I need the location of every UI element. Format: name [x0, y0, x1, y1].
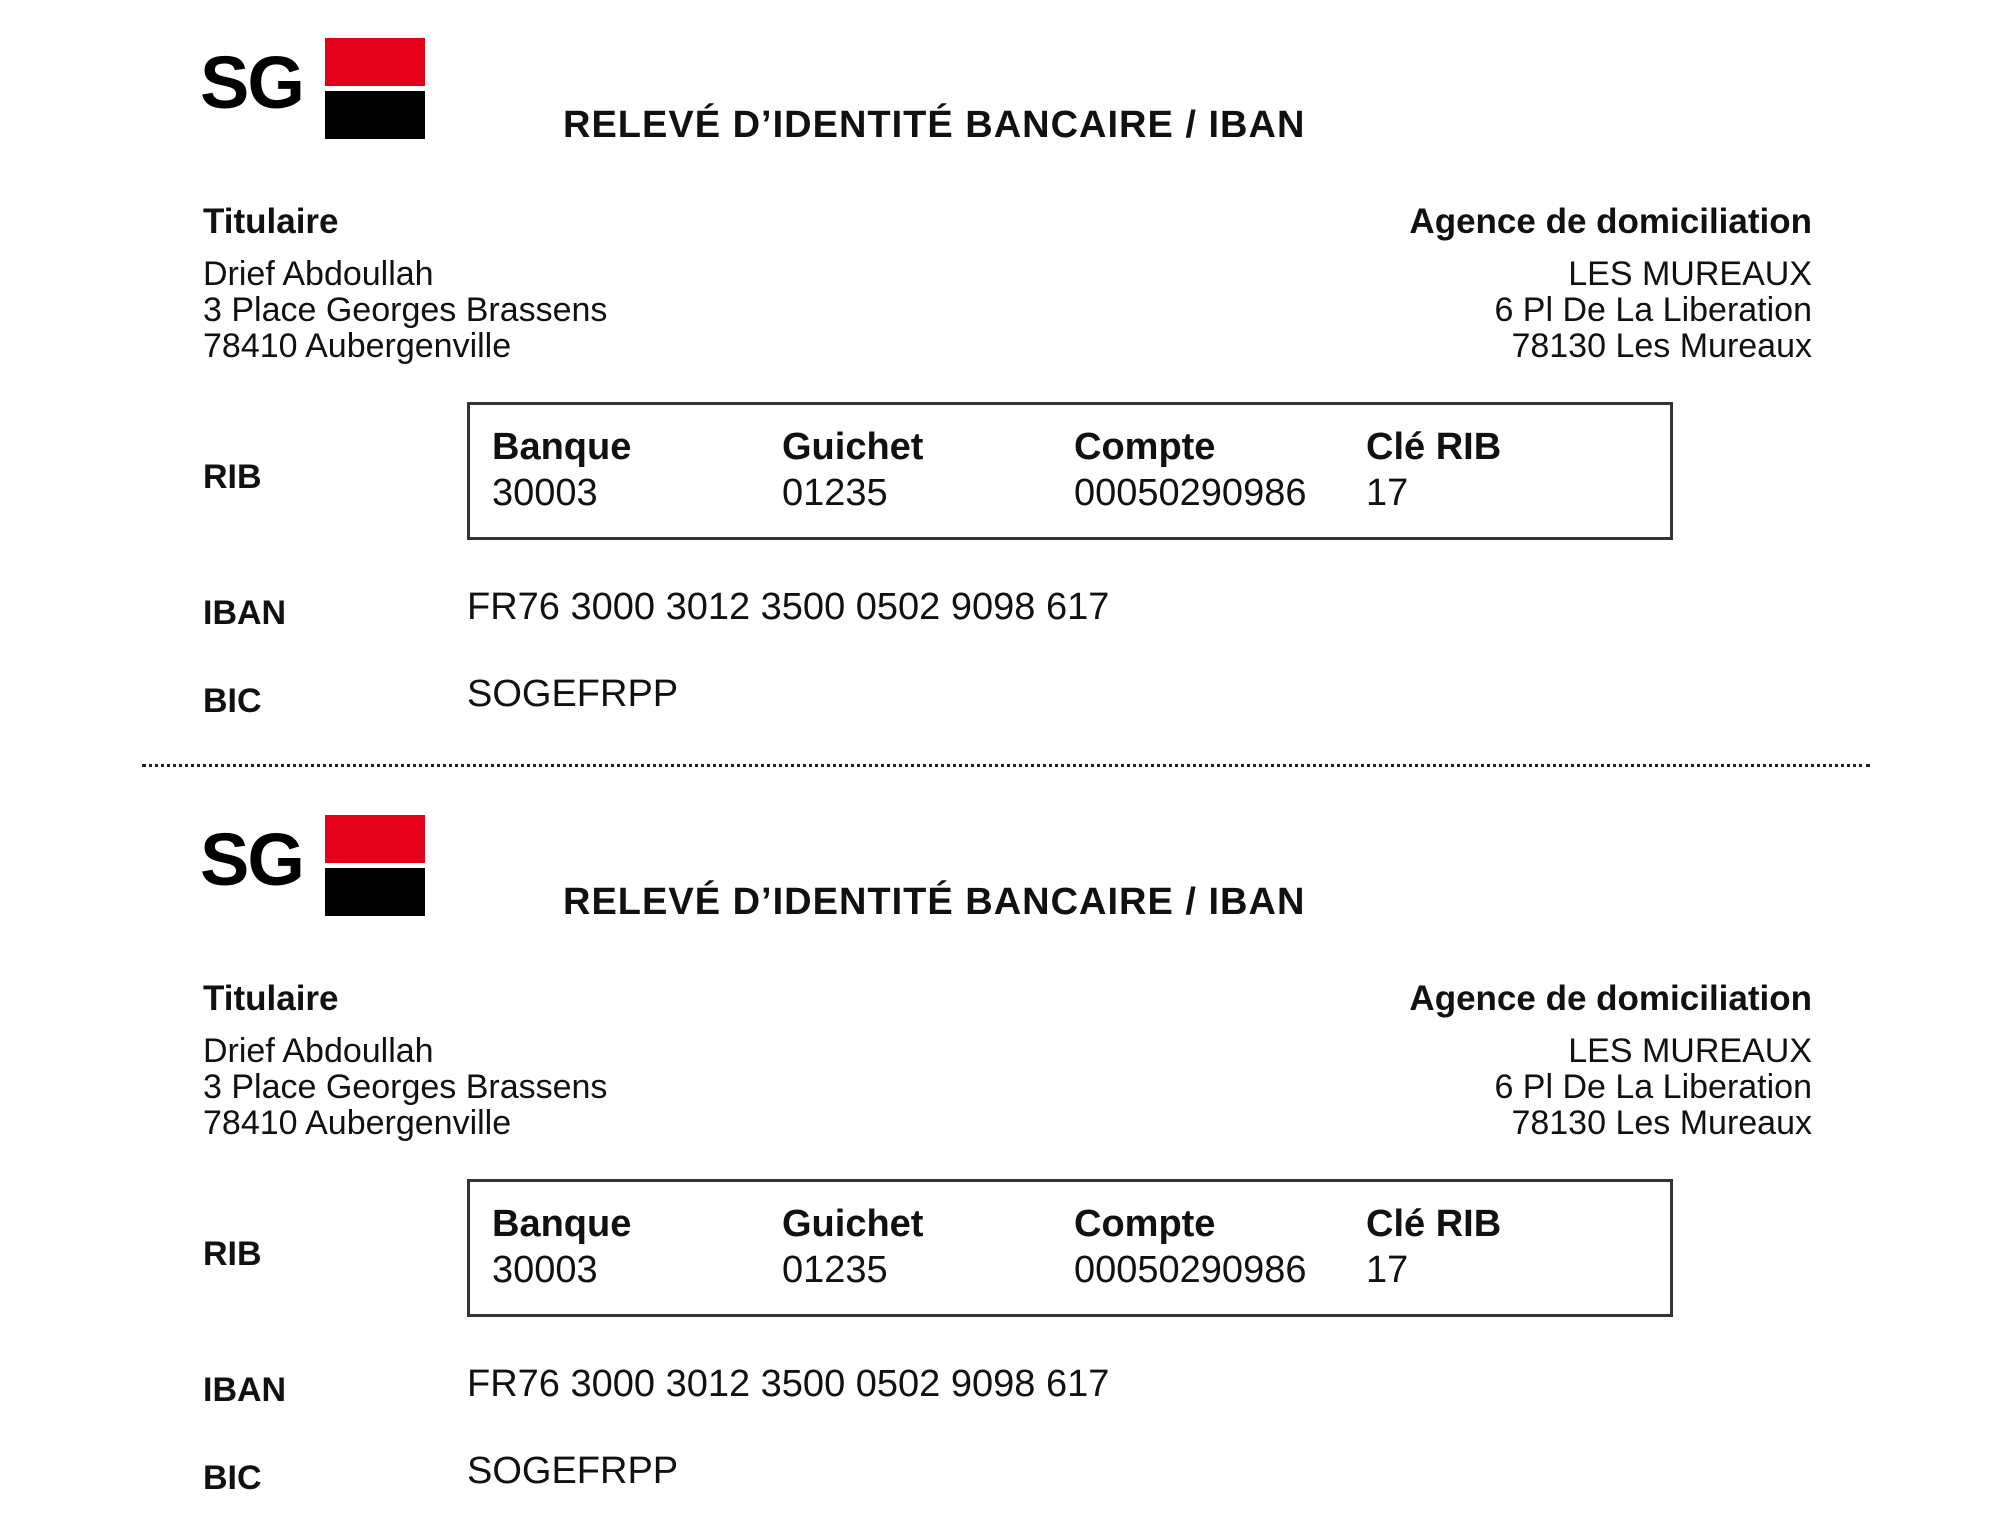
agency-heading: Agence de domiciliation: [1409, 202, 1812, 241]
holder-name: Drief Abdoullah: [203, 1032, 434, 1070]
holder-city: 78410 Aubergenville: [203, 327, 512, 365]
branch-code-value: 01235: [782, 472, 888, 514]
rib-bank-column: [492, 425, 631, 517]
branch-code-header: Guichet: [782, 1203, 924, 1245]
sg-logo-red-block: [325, 38, 425, 86]
rib-label: RIB: [203, 1235, 262, 1273]
cut-line-divider: [142, 764, 1870, 767]
sg-logo-black-block: [325, 868, 425, 916]
rib-bank-column: [492, 1202, 631, 1294]
bank-code-header: Banque: [492, 1203, 632, 1245]
rib-slip: [0, 0, 2000, 760]
account-holder: [203, 977, 607, 1141]
rib-branch-column: [782, 425, 923, 517]
sg-logo-text: SG: [200, 818, 303, 901]
sg-logo-red-block: [325, 815, 425, 863]
holder-city: 78410 Aubergenville: [203, 1104, 512, 1142]
branch-code-header: Guichet: [782, 426, 924, 468]
rib-details-box: [467, 402, 1673, 540]
sg-logo-black-block: [325, 91, 425, 139]
iban-value: FR76 3000 3012 3500 0502 9098 617: [467, 1363, 1110, 1405]
rib-key-header: Clé RIB: [1366, 1203, 1502, 1245]
sg-logo: [200, 815, 430, 919]
rib-label: RIB: [203, 458, 262, 496]
sg-logo: [200, 38, 430, 142]
bic-value: SOGEFRPP: [467, 673, 679, 715]
rib-details-box: [467, 1179, 1673, 1317]
account-holder: [203, 200, 607, 364]
document-title: RELEVÉ D’IDENTITÉ BANCAIRE / IBAN: [563, 881, 1306, 923]
account-number-value: 00050290986: [1074, 472, 1307, 514]
agency-name: LES MUREAUX: [1568, 1032, 1812, 1070]
iban-label: IBAN: [203, 1371, 287, 1409]
agency-heading: Agence de domiciliation: [1409, 979, 1812, 1018]
bic-label: BIC: [203, 1459, 262, 1497]
rib-key-value: 17: [1366, 1249, 1409, 1291]
branch-agency: [1409, 200, 1812, 364]
holder-street: 3 Place Georges Brassens: [203, 1068, 608, 1106]
rib-key-header: Clé RIB: [1366, 426, 1502, 468]
bank-code-value: 30003: [492, 472, 598, 514]
holder-heading: Titulaire: [203, 979, 339, 1018]
bic-label: BIC: [203, 682, 262, 720]
agency-city: 78130 Les Mureaux: [1511, 327, 1812, 365]
rib-branch-column: [782, 1202, 923, 1294]
iban-label: IBAN: [203, 594, 287, 632]
rib-key-column: [1366, 425, 1501, 517]
rib-key-column: [1366, 1202, 1501, 1294]
account-number-header: Compte: [1074, 426, 1216, 468]
iban-value: FR76 3000 3012 3500 0502 9098 617: [467, 586, 1110, 628]
holder-heading: Titulaire: [203, 202, 339, 241]
agency-street: 6 Pl De La Liberation: [1494, 291, 1812, 329]
bank-code-value: 30003: [492, 1249, 598, 1291]
branch-agency: [1409, 977, 1812, 1141]
rib-account-column: [1074, 425, 1306, 517]
account-number-header: Compte: [1074, 1203, 1216, 1245]
bank-code-header: Banque: [492, 426, 632, 468]
rib-account-column: [1074, 1202, 1306, 1294]
holder-street: 3 Place Georges Brassens: [203, 291, 608, 329]
account-number-value: 00050290986: [1074, 1249, 1307, 1291]
bic-value: SOGEFRPP: [467, 1450, 679, 1492]
sg-logo-text: SG: [200, 41, 303, 124]
agency-name: LES MUREAUX: [1568, 255, 1812, 293]
rib-key-value: 17: [1366, 472, 1409, 514]
rib-slip: [0, 777, 2000, 1537]
document-title: RELEVÉ D’IDENTITÉ BANCAIRE / IBAN: [563, 104, 1306, 146]
agency-street: 6 Pl De La Liberation: [1494, 1068, 1812, 1106]
branch-code-value: 01235: [782, 1249, 888, 1291]
agency-city: 78130 Les Mureaux: [1511, 1104, 1812, 1142]
holder-name: Drief Abdoullah: [203, 255, 434, 293]
